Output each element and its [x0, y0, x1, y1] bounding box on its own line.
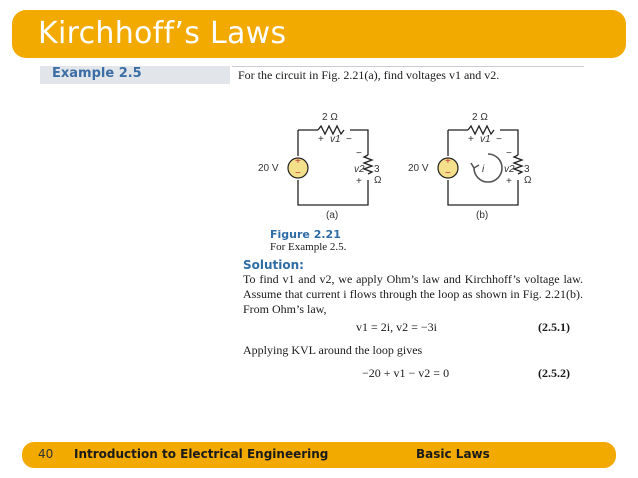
kvl-text: Applying KVL around the loop gives	[243, 343, 423, 357]
circuit-b	[408, 110, 538, 221]
v1-plus: +	[318, 134, 324, 145]
v2-label-b: v2	[504, 164, 515, 175]
circuit-a	[258, 110, 388, 221]
equation-2-5-1-number: (2.5.1)	[538, 320, 570, 334]
v2-minus: −	[356, 148, 362, 159]
figure-title: Figure 2.21	[270, 228, 341, 241]
equation-2-5-2: −20 + v1 − v2 = 0	[362, 366, 450, 380]
source-minus-b: −	[445, 168, 451, 179]
r-right-label: 3 Ω	[374, 164, 382, 186]
r-top-label: 2 Ω	[322, 112, 338, 123]
figure-caption: For Example 2.5.	[270, 241, 347, 253]
problem-statement: For the circuit in Fig. 2.21(a), find voltages v1 and v2.	[238, 68, 500, 82]
example-band	[40, 66, 230, 84]
panel-b-label: (b)	[476, 210, 489, 221]
equation-2-5-2-number: (2.5.2)	[538, 366, 570, 380]
v2-minus-b: −	[506, 148, 512, 159]
topic-title: Basic Laws	[416, 447, 490, 461]
circuit-a-diagram	[268, 110, 388, 220]
equation-2-5-1: v1 = 2i, v2 = −3i	[356, 320, 437, 334]
r-right-label-b: 3 Ω	[524, 164, 532, 186]
v1-label: v1	[330, 134, 341, 145]
header-rule	[232, 66, 584, 67]
v2-plus-b: +	[506, 176, 512, 187]
current-label: i	[482, 164, 485, 175]
panel-a-label: (a)	[326, 210, 339, 221]
v1-minus: −	[346, 134, 352, 145]
course-title: Introduction to Electrical Engineering	[74, 447, 329, 461]
example-label: Example 2.5	[52, 66, 142, 81]
slide-title: Kirchhoff’s Laws	[38, 16, 287, 51]
v1-label-b: v1	[480, 134, 491, 145]
source-plus: +	[295, 156, 301, 167]
source-plus-b: +	[445, 156, 451, 167]
circuit-b-diagram	[418, 110, 538, 220]
solution-paragraph: To find v1 and v2, we apply Ohm’s law and Kirchhoff’s voltage law. Assume that current i flows through the loop as shown in Fig. 2.21(b). From Ohm’s law,	[243, 272, 583, 316]
source-label-b: 20 V	[408, 163, 429, 174]
v1-minus-b: −	[496, 134, 502, 145]
v1-plus-b: +	[468, 134, 474, 145]
footer-bar	[22, 442, 616, 468]
source-label: 20 V	[258, 163, 279, 174]
page-number: 40	[38, 447, 54, 461]
solution-heading: Solution:	[243, 258, 304, 272]
source-minus: −	[295, 168, 301, 179]
r-top-label-b: 2 Ω	[472, 112, 488, 123]
v2-plus: +	[356, 176, 362, 187]
title-bar	[12, 10, 626, 58]
v2-label: v2	[354, 164, 365, 175]
